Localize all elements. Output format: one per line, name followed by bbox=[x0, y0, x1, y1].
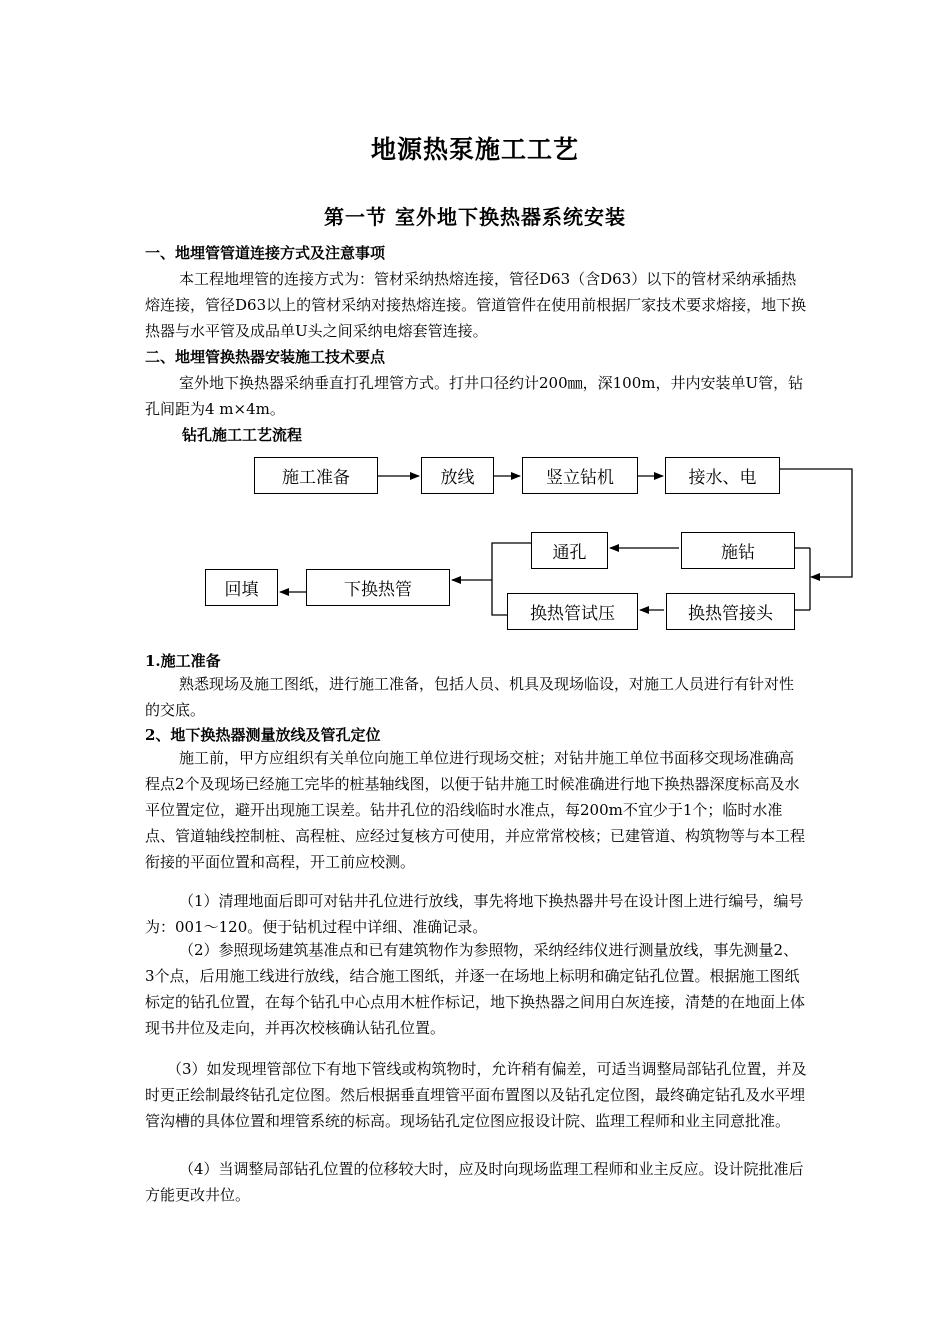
flow-node-pipe-joint: 换热管接头 bbox=[666, 593, 795, 630]
flow-node-water-power: 接水、电 bbox=[665, 457, 780, 494]
flow-node-pressure-test: 换热管试压 bbox=[507, 593, 638, 630]
paragraph-2: 室外地下换热器采纳垂直打孔埋管方式。打井口径约计200㎜，深100m，井内安装单U管，钻孔间距为4 m×4m。 bbox=[145, 374, 804, 418]
paragraph-6: （2）参照现场建筑基准点和已有建筑物作为参照物，采纳经纬仪进行测量放线，事先测量2、3个点，后用施工线进行放线，结合施工图纸，并逐一在场地上标明和确定钻孔位置。根据施工图纸标定的钻孔位置，在每个钻孔中心点用木桩作标记，地下换热器之间用白灰连接，清楚的在地面上体现书井位及走向，并再次校核确认钻孔位置。 bbox=[145, 941, 806, 1037]
flow-node-lower-pipe: 下换热管 bbox=[306, 569, 450, 606]
page-title: 地源热泵施工工艺 bbox=[370, 135, 579, 164]
heading-2: 二、地埋管换热器安装施工技术要点 bbox=[145, 348, 386, 366]
flow-node-erect-drill: 竖立钻机 bbox=[522, 457, 638, 494]
paragraph-7: （3）如发现埋管部位下有地下管线或构筑物时，允许稍有偏差，可适当调整局部钻孔位置，并及时更正绘制最终钻孔定位图。然后根据垂直埋管平面布置图以及钻孔定位图，最终确定钻孔及水平埋管沟槽的具体位置和埋管系统的标高。现场钻孔定位图应报设计院、监理工程师和业主同意批准。 bbox=[145, 1060, 807, 1130]
heading-3: 1.施工准备 bbox=[145, 652, 221, 670]
paragraph-8: （4）当调整局部钻孔位置的位移较大时，应及时向现场监理工程师和业主反应。设计院批准后方能更改井位。 bbox=[145, 1160, 804, 1204]
flow-node-layout: 放线 bbox=[421, 457, 494, 494]
paragraph-4: 施工前，甲方应组织有关单位向施工单位进行现场交桩；对钻井施工单位书面移交现场准确高程点2个及现场已经施工完毕的桩基轴线图，以便于钻井施工时候准确进行地下换热器深度标高及水平位置定位，避开出现施工误差。钻井孔位的沿线临时水准点，每200m不宜少于1个；临时水准点、管道轴线控制桩、高程桩、应经过复核方可使用，并应常常校核；已建管道、构筑物等与本工程衔接的平面位置和高程，开工前应校测。 bbox=[145, 749, 806, 871]
flow-node-construction-prep: 施工准备 bbox=[254, 457, 378, 494]
paragraph-1: 本工程地埋管的连接方式为：管材采纳热熔连接，管径D63（含D63）以下的管材采纳承插热熔连接，管径D63以上的管材采纳对接热熔连接。管道管件在使用前根据厂家技术要求熔接，地下换热器与水平管及成品单U头之间采纳电熔套管连接。 bbox=[145, 270, 807, 340]
heading-4: 2、地下换热器测量放线及管孔定位 bbox=[145, 726, 381, 744]
flow-title: 钻孔施工工艺流程 bbox=[182, 426, 303, 444]
flow-node-backfill: 回填 bbox=[205, 569, 278, 606]
flow-node-hole-clearing: 通孔 bbox=[531, 532, 608, 569]
paragraph-5: （1）清理地面后即可对钻井孔位进行放线，事先将地下换热器井号在设计图上进行编号，编号为：001～120。便于钻机过程中详细、准确记录。 bbox=[145, 892, 804, 936]
paragraph-3: 熟悉现场及施工图纸，进行施工准备，包括人员、机具及现场临设，对施工人员进行有针对性的交底。 bbox=[145, 675, 795, 719]
heading-1: 一、地埋管管道连接方式及注意事项 bbox=[145, 244, 386, 262]
section-title: 第一节 室外地下换热器系统安装 bbox=[324, 205, 626, 229]
flow-node-drilling: 施钻 bbox=[681, 532, 795, 569]
